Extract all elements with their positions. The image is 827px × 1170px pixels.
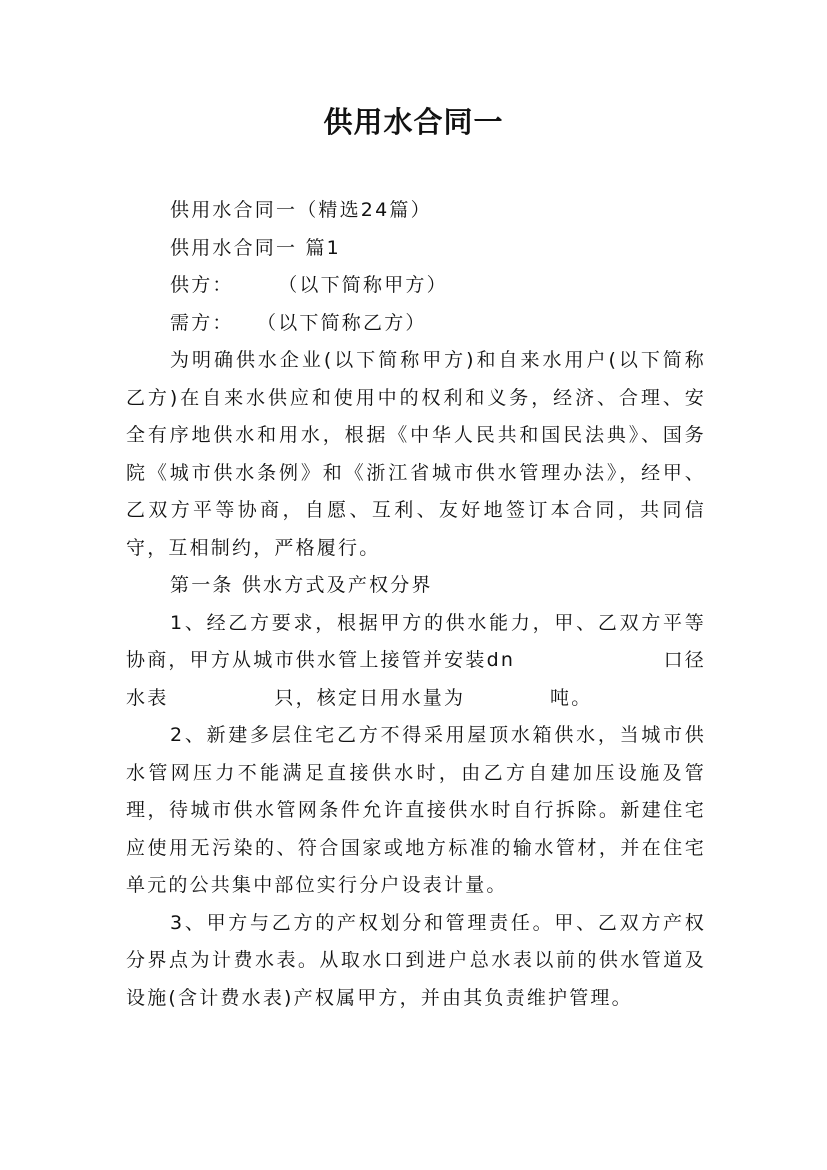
paragraph-item-1: 1、经乙方要求，根据甲方的供水能力，甲、乙双方平等协商，甲方从城市供水管上接管并安装dn 口径水表 只，核定日用水量为 吨。 xyxy=(126,611,706,709)
paragraph-consumer: 需方： （以下简称乙方） xyxy=(170,311,427,334)
paragraph-clause-1-heading: 第一条 供水方式及产权分界 xyxy=(170,574,433,596)
paragraph-item-2: 2、新建多层住宅乙方不得采用屋顶水箱供水，当城市供水管网压力不能满足直接供水时，由乙方自建加压设施及管理，待城市供水管网条件允许直接供水时自行拆除。新建住宅应使用无污染的、符合国家或地方标准的输水管材，并在住宅单元的公共集中部位实行分户设表计量。 xyxy=(126,724,706,896)
paragraph-article-heading: 供用水合同一 篇1 xyxy=(170,236,341,259)
paragraph-item-3: 3、甲方与乙方的产权划分和管理责任。甲、乙双方产权分界点为计费水表。从取水口到进户总水表以前的供水管道及设施(含计费水表)产权属甲方，并由其负责维护管理。 xyxy=(126,911,706,1009)
document-body xyxy=(126,192,706,1017)
paragraph-supplier: 供方： （以下简称甲方） xyxy=(170,274,448,296)
document-title: 供用水合同一 xyxy=(323,105,504,139)
paragraph-subtitle: 供用水合同一（精选24篇） xyxy=(170,199,432,221)
paragraph-preamble: 为明确供水企业(以下简称甲方)和自来水用户(以下简称乙方)在自来水供应和使用中的权利和义务，经济、合理、安全有序地供水和用水，根据《中华人民共和国民法典》、国务院《城市供水条例》和《浙江省城市供水管理办法》，经甲、乙双方平等协商，自愿、互利、友好地签订本合同，共同信守，互相制约，严格履行。 xyxy=(126,349,706,559)
